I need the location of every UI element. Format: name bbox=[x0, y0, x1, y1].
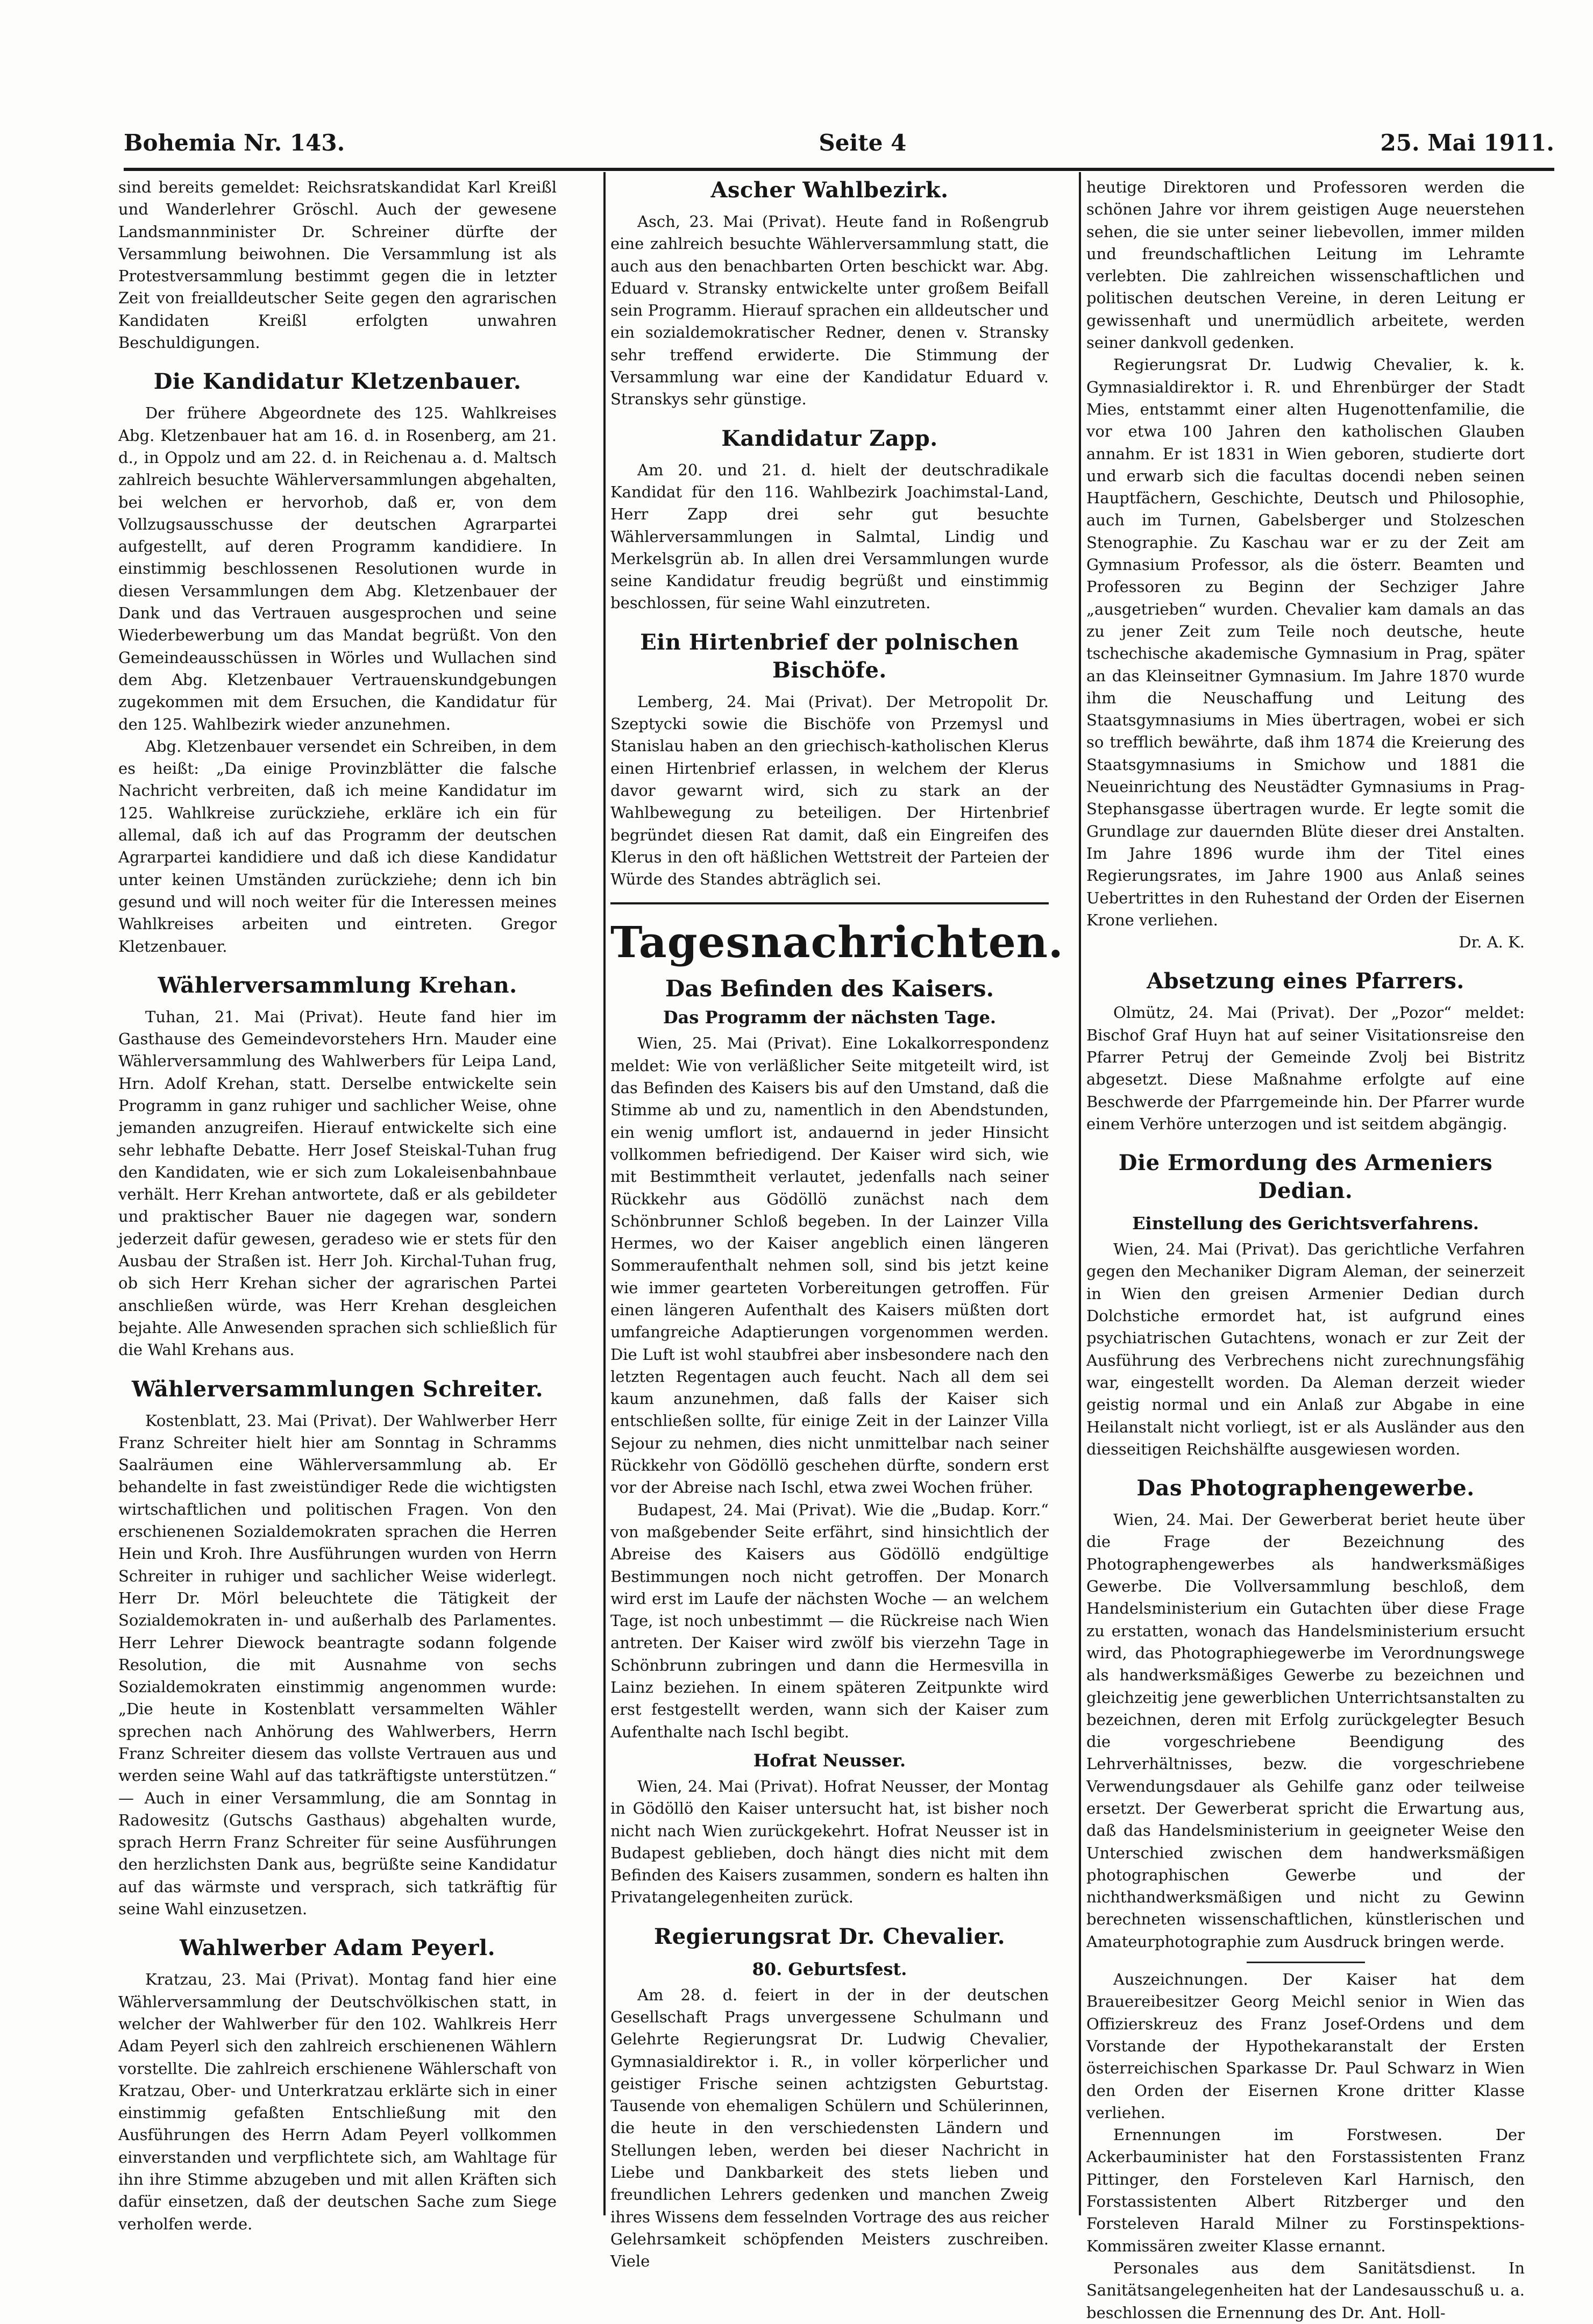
article-paragraph: heutige Direktoren und Professoren werden die schönen Jahre vor ihrem geistigen Auge neuerstehen sehen, die sie unter seiner liebevollen, immer milden und freundschaftlichen Leitung im Lehramte verlebten. Die zahlreichen wissenschaftlichen und politischen deutschen Vereine, in deren Leitung er gewissenhaft und unermüdlich arbeitete, werden seiner dankvoll gedenken. bbox=[1086, 178, 1525, 352]
article-headline: Die Kandidatur Kletzenbauer. bbox=[153, 369, 522, 395]
article-subheadline: Das Programm der nächsten Tage. bbox=[663, 1007, 997, 1028]
article-paragraph: Wien, 24. Mai (Privat). Hofrat Neusser, der Montag in Gödöllö den Kaiser untersucht hat, ist bisher noch nicht nach Wien zurückgekehrt. Hofrat Neusser ist in Budapest geblieben, doch hängt dies nicht mit dem Befinden des Kaisers zusammen, sondern es halten ihn Privatangelegenheiten zurück. bbox=[610, 1777, 1049, 1907]
article-dedian bbox=[1086, 1149, 1525, 1460]
article-signature: Dr. A. K. bbox=[1459, 933, 1525, 952]
article-paragraph: Am 28. d. feiert in der in der deutschen Gesellschaft Prags unvergessene Schulmann und Gelehrte Regierungsrat Dr. Ludwig Chevalier, Gymnasialdirektor i. R., in voller körperlicher und geistiger Frische seinen achtzigsten Geburtstag. Tausende von ehemaligen Schülern und Schülerinnen, die heute in den verschiedensten Ländern und Stellungen leben, werden bei dieser Nachricht in Liebe und Dankbarkeit des stets lieben und freundlichen Lehrers gedenken und manchen Zweig ihres Wissens dem fesselnden Vortrage des aus reicher Gelehrsamkeit schöpfenden Meisters zuschreiben. Viele bbox=[610, 1985, 1049, 2271]
article-headline: Die Ermordung des Armeniers Dedian. bbox=[1118, 1150, 1493, 1204]
issue-date: 25. Mai 1911. bbox=[1380, 129, 1554, 156]
article-paragraph: Abg. Kletzenbauer versendet ein Schreiben, in dem es heißt: „Da einige Provinzblätter die falsche Nachricht verbreiten, daß ich meine Kandidatur im 125. Wahlkreise zurückziehe, erkläre ich ein für allemal, daß ich auf das Programm der deutschen Agrarpartei kandidiere und daß ich diese Kandidatur unter keinen Umständen zurückziehe; denn ich bin gesund und will noch weiter für die Interessen meines Wahlkreises arbeiten und eintreten. Gregor Kletzenbauer. bbox=[118, 737, 557, 956]
section-rule bbox=[610, 902, 1049, 904]
article-headline: Wählerversammlung Krehan. bbox=[158, 972, 517, 998]
article-paragraph: Personales aus dem Sanitätsdienst. In Sanitätsangelegenheiten hat der Landesausschuß u. a. beschlossen die Ernennung des Dr. Ant. Holl- bbox=[1086, 2258, 1525, 2322]
article-zapp bbox=[610, 425, 1049, 615]
article-headline: Das Befinden des Kaisers. bbox=[665, 975, 994, 1002]
article-paragraph: Lemberg, 24. Mai (Privat). Der Metropolit Dr. Szeptycki sowie die Bischöfe von Przemysl und Stanislau haben an den griechisch-katholischen Klerus einen Hirtenbrief erlassen, in welchem der Klerus davor gewarnt wird, sich zu stark an der Wahlbewegung zu beteiligen. Der Hirtenbrief begründet diesen Rat damit, daß ein Eingreifen des Klerus in den oft häßlichen Wettstreit der Parteien der Würde des Standes abträglich sei. bbox=[610, 692, 1049, 889]
article-kaiser bbox=[610, 974, 1049, 1743]
article-paragraph: Wien, 25. Mai (Privat). Eine Lokalkorrespondenz meldet: Wie von verläßlicher Seite mitgeteilt wird, ist das Befinden des Kaisers bis auf den Umstand, daß die Stimme ab und zu, namentlich in den Abendstunden, ein wenig umflort ist, andauernd in jeder Hinsicht vollkommen befriedigend. Der Kaiser wird sich, wie mit Bestimmtheit verlautet, jedenfalls nach seiner Rückkehr aus Gödöllö zunächst nach dem Schönbrunner Schloß begeben. In der Lainzer Villa Hermes, wo der Kaiser angeblich einen längeren Sommeraufenthalt nehmen soll, sind bis jetzt keine wie immer gearteten Vorbereitungen getroffen. Für einen längeren Aufenthalt des Kaisers müßten dort umfangreiche Adaptierungen vorgenommen werden. Die Luft ist wohl staubfrei aber insbesondere nach den letzten Regentagen auch feucht. Nach all dem sei kaum anzunehmen, daß falls der Kaiser sich entschließen sollte, für einige Zeit in der Lainzer Villa Sejour zu nehmen, dies nicht unmittelbar nach seiner Rückkehr von Gödöllö geschehen dürfte, sondern erst vor der Abreise nach Ischl, etwa zwei Wochen früher. bbox=[610, 1034, 1049, 1497]
article-headline: Ein Hirtenbrief der polnischen Bischöfe. bbox=[640, 629, 1019, 683]
header-rule bbox=[124, 168, 1554, 171]
article-krehan bbox=[118, 972, 557, 1361]
article-paragraph: Wien, 24. Mai (Privat). Das gerichtliche Verfahren gegen den Mechaniker Digram Aleman, der seinerzeit in Wien den greisen Armenier Dedian durch Dolchstiche ermordet hat, ist aufgrund eines psychiatrischen Gutachtens, wonach er zur Zeit der Ausführung des Verbrechens nicht zurechnungsfähig war, eingestellt worden. Da Aleman derzeit wieder geistig normal und ein Anlaß zur Abgabe in eine Heilanstalt nicht vorliegt, ist er als Ausländer aus den diesseitigen Reichshälfte ausgewiesen worden. bbox=[1086, 1240, 1525, 1458]
article-photographen bbox=[1086, 1474, 1525, 1953]
article-paragraph: Ernennungen im Forstwesen. Der Ackerbauminister hat den Forstassistenten Franz Pittinger, den Forsteleven Karl Harnisch, den Forstassistenten Albert Ritzberger und den Forsteleven Harald Milner zu Forstinspektions-Kommissären zweiter Klasse ernannt. bbox=[1086, 2126, 1525, 2255]
article-continuation bbox=[118, 176, 557, 354]
article-paragraph: Kratzau, 23. Mai (Privat). Montag fand hier eine Wählerversammlung der Deutschvölkischen statt, in welcher der Wahlwerber für den 102. Wahlkreis Herr Adam Peyerl sich den zahlreich erschienenen Wählern vorstellte. Die zahlreich erschienene Wählerschaft von Kratzau, Ober- und Unterkratzau erklärte sich in einer einstimmig gefaßten Entschließung mit den Ausführungen des Herrn Adam Peyerl vollkommen einverstanden und verpflichtete sich, am Wahltage für ihn ihre Stimme abzugeben und mit allen Kräften sich dafür einsetzen, daß der deutschen Sache zum Siege verholfen werde. bbox=[118, 1970, 557, 2233]
article-headline: Regierungsrat Dr. Chevalier. bbox=[653, 1923, 1006, 1949]
page-header bbox=[124, 124, 1554, 161]
section-title: Tagesnachrichten. bbox=[610, 917, 1064, 968]
article-pfarrer bbox=[1086, 967, 1525, 1135]
column-2 bbox=[610, 176, 1064, 2271]
column-3 bbox=[1086, 176, 1525, 2322]
article-neusser bbox=[610, 1749, 1049, 1909]
article-notices bbox=[1086, 1969, 1525, 2324]
article-peyerl bbox=[118, 1934, 557, 2235]
article-headline: Ascher Wahlbezirk. bbox=[710, 177, 949, 203]
column-1 bbox=[118, 176, 557, 2233]
article-asch bbox=[610, 176, 1049, 411]
article-paragraph: Kostenblatt, 23. Mai (Privat). Der Wahlwerber Herr Franz Schreiter hielt hier am Sonntag in Schramms Saalräumen eine Wählerversammlung ab. Er behandelte in fast zweistündiger Rede die wichtigsten wirtschaftlichen und politischen Fragen. Von den erschienenen Sozialdemokraten sprachen die Herren Hein und Kroh. Ihre Ausführungen wurden von Herrn Schreiter in ruhiger und sachlicher Weise widerlegt. Herr Dr. Mörl beleuchtete die Tätigkeit der Sozialdemokraten in- und außerhalb des Parlamentes. Herr Lehrer Diewock beantragte sodann folgende Resolution, die mit Ausnahme von sechs Sozialdemokraten einstimmig angenommen wurde: „Die heute in Kostenblatt versammelten Wähler sprechen nach Anhörung des Wahlwerbers, Herrn Franz Schreiter diesem das vollste Vertrauen aus und werden seine Wahl auf das tatkräftigste unterstützen.“ — Auch in einer Versammlung, die am Sonntag in Radowesitz (Gutschs Gasthaus) abgehalten wurde, sprach Herrn Franz Schreiter für seine Ausführungen den herzlichsten Dank aus, begrüßte seine Kandidatur auf das wärmste und versprach, sich tatkräftig für seine Wahl einzusetzen. bbox=[118, 1411, 557, 1919]
article-paragraph: Asch, 23. Mai (Privat). Heute fand in Roßengrub eine zahlreich besuchte Wählerversammlung statt, die auch aus den benachbarten Orten beschickt war. Abg. Eduard v. Stransky entwickelte unter großem Beifall sein Programm. Hierauf sprachen ein alldeutscher und ein sozialdemokratischer Redner, denen v. Stransky sehr treffend erwiderte. Die Stimmung der Versammlung war eine der Kandidatur Eduard v. Stranskys sehr günstige. bbox=[610, 212, 1049, 409]
article-paragraph: Der frühere Abgeordnete des 125. Wahlkreises Abg. Kletzenbauer hat am 16. d. in Rosenberg, am 21. d., in Oppolz und am 22. d. in Reichenau a. d. Maltsch zahlreich besuchte Wählerversammlungen abgehalten, bei welchen er hervorhob, daß er, von dem Vollzugsausschusse der deutschen Agrarpartei aufgestellt, auf deren Programm kandidiere. In einstimmig beschlossenen Resolutionen wurde in diesen Versammlungen dem Abg. Kletzenbauer der Dank und das Vertrauen ausgesprochen und seine Wiederbewerbung um das Mandat begrüßt. Von den Gemeindeausschüssen in Wörles und Wullachen sind dem Abg. Kletzenbauer Vertrauenskundgebungen zugekommen mit dem Ersuchen, die Kandidatur für den 125. Wahlbezirk wieder anzunehmen. bbox=[118, 404, 557, 733]
article-chevalier-continued bbox=[1086, 176, 1525, 953]
article-headline: Wahlwerber Adam Peyerl. bbox=[179, 1935, 496, 1961]
column-divider bbox=[603, 172, 606, 2215]
article-paragraph: Regierungsrat Dr. Ludwig Chevalier, k. k. Gymnasialdirektor i. R. und Ehrenbürger der Stadt Mies, entstammt einer alten Hugenottenfamilie, die vor etwa 100 Jahren den katholischen Glauben annahm. Er ist 1831 in Wien geboren, studierte dort und erwarb sich die facultas docendi neben seinen Hauptfächern, Geschichte, Deutsch und Philosophie, auch im Turnen, Gabelsberger und Stolzeschen Stenographie. Zu Kaschau war er zu der Zeit am Gymnasium Professor, als die österr. Beamten und Professoren zu Beginn der Sechziger Jahre „ausgetrieben“ wurden. Chevalier kam damals an das zu jener Zeit zum Teile noch deutsche, heute tschechische akademische Gymnasium in Prag, später an das Kleinseitner Gymnasium. Im Jahre 1870 wurde ihm die Neuschaffung und Leitung des Staatsgymnasiums in Mies übertragen, wobei er sich so trefflich bewährte, daß ihm 1874 die Kreierung des Staatsgymnasiums in Smichow und 1881 die Neueinrichtung des Neustädter Gymnasiums in Prag-Stephansgasse übertragen wurde. Er legte somit die Grundlage zur dauernden Blüte dieser drei Anstalten. Im Jahre 1896 wurde ihm der Titel eines Regierungsrates, im Jahre 1900 aus Anlaß seines Uebertrittes in den Ruhestand der Orden der Eisernen Krone verliehen. bbox=[1086, 355, 1525, 929]
article-subheadline: Einstellung des Gerichtsverfahrens. bbox=[1132, 1213, 1479, 1234]
article-headline: Kandidatur Zapp. bbox=[721, 425, 938, 451]
article-kletzenbauer bbox=[118, 368, 557, 957]
article-headline: Absetzung eines Pfarrers. bbox=[1147, 968, 1464, 994]
article-paragraph: Olmütz, 24. Mai (Privat). Der „Pozor“ meldet: Bischof Graf Huyn hat auf seiner Visitationsreise den Pfarrer Petruj der Gemeinde Zvolj bei Bistritz abgesetzt. Diese Maßnahme erfolgte auf eine Beschwerde der Pfarrgemeinde hin. Der Pfarrer wurde einem Verhöre unterzogen und ist seitdem abgängig. bbox=[1086, 1003, 1525, 1133]
article-paragraph: Wien, 24. Mai. Der Gewerberat beriet heute über die Frage der Bezeichnung des Photographengewerbes als handwerksmäßiges Gewerbe. Die Vollversammlung beschloß, dem Handelsministerium ein Gutachten über diese Frage zu erstatten, wonach das Handelsministerium ersucht wird, das Photographiegewerbe im Verordnungswege als handwerksmäßiges Gewerbe zu bezeichnen und gleichzeitig jene gewerblichen Unterrichtsanstalten zu bezeichnen, deren mit Erfolg zurückgelegter Besuch die vorgeschriebene Beendigung des Lehrverhältnisses, bezw. die vorgeschriebene Verwendungsdauer als Gehilfe ganz oder teilweise ersetzt. Der Gewerberat spricht die Erwartung aus, daß das Handelsministerium in geeigneter Weise den Unterschied zwischen dem handwerksmäßigen photographischen Gewerbe und der nichthandwerksmäßigen und nicht zu Gewinn berechneten wissenschaftlichen, künstlerischen und Amateurphotographie zum Ausdruck bringen werde. bbox=[1086, 1510, 1525, 1951]
newspaper-issue: Bohemia Nr. 143. bbox=[124, 129, 345, 156]
article-headline: Hofrat Neusser. bbox=[753, 1750, 906, 1771]
article-subheadline: 80. Geburtsfest. bbox=[752, 1958, 907, 1979]
article-paragraph: Am 20. und 21. d. hielt der deutschradikale Kandidat für den 116. Wahlbezirk Joachimstal-Land, Herr Zapp drei sehr gut besuchte Wählerversammlungen in Salmtal, Lindig und Merkelsgrün ab. In allen drei Versammlungen wurde seine Kandidatur freudig begrüßt und einstimmig beschlossen, für seine Wahl einzutreten. bbox=[610, 460, 1049, 612]
article-paragraph: Budapest, 24. Mai (Privat). Wie die „Budap. Korr.“ von maßgebender Seite erfährt, sind hinsichtlich der Abreise des Kaisers aus Gödöllö endgültige Bestimmungen noch nicht getroffen. Der Monarch wird erst im Laufe der nächsten Woche — an welchem Tage, ist noch unbestimmt — die Rückreise nach Wien antreten. Der Kaiser wird zwölf bis vierzehn Tage in Schönbrunn zubringen und dann die Hermesvilla in Lainz beziehen. In einem späteren Zeitpunkte wird erst festgestellt werden, wann sich der Kaiser zum Aufenthalte nach Ischl begibt. bbox=[610, 1500, 1049, 1741]
article-headline: Das Photographengewerbe. bbox=[1136, 1475, 1475, 1501]
article-hirtenbrief bbox=[610, 629, 1049, 891]
article-schreiter bbox=[118, 1375, 557, 1921]
article-chevalier bbox=[610, 1923, 1049, 2273]
article-paragraph: sind bereits gemeldet: Reichsratskandidat Karl Kreißl und Wanderlehrer Gröschl. Auch der gewesene Landsmannminister Dr. Schreiner dürfte der Versammlung beiwohnen. Die Versammlung ist als Protestversammlung bestimmt gegen die in letzter Zeit von freialldeutscher Seite gegen den agrarischen Kandidaten Kreißl erfolgten unwahren Beschuldigungen. bbox=[118, 178, 557, 352]
article-separator bbox=[1247, 1962, 1365, 1963]
page-number: Seite 4 bbox=[819, 129, 907, 156]
article-paragraph: Auszeichnungen. Der Kaiser hat dem Brauereibesitzer Georg Meichl senior in Wien das Offizierskreuz des Franz Josef-Ordens und dem Vorstande der Hypothekaranstalt der Ersten österreichischen Sparkasse Dr. Paul Schwarz in Wien den Orden der Eisernen Krone dritter Klasse verliehen. bbox=[1086, 1970, 1525, 2122]
article-paragraph: Tuhan, 21. Mai (Privat). Heute fand hier im Gasthause des Gemeindevorstehers Hrn. Mauder eine Wählerversammlung des Wahlwerbers für Leipa Land, Hrn. Adolf Krehan, statt. Derselbe entwickelte sein Programm in ganz ruhiger und sachlicher Weise, ohne jemanden anzugreifen. Hierauf entwickelte sich eine sehr lebhafte Debatte. Herr Josef Steiskal-Tuhan frug den Kandidaten, wie er sich zum Lokaleisenbahnbaue verhält. Herr Krehan antwortete, daß er als gebildeter und praktischer Bauer nie dagegen war, sondern jederzeit dafür gewesen, geradeso wie er stets für den Ausbau der Straßen ist. Herr Joh. Kirchal-Tuhan frug, ob sich Herr Krehan sicher der agrarischen Partei anschließen würde, was Herr Krehan desgleichen bejahte. Alle Anwesenden sprachen sich schließlich für die Wahl Krehans aus. bbox=[118, 1007, 557, 1359]
article-headline: Wählerversammlungen Schreiter. bbox=[131, 1376, 544, 1402]
column-divider bbox=[1079, 172, 1081, 2215]
